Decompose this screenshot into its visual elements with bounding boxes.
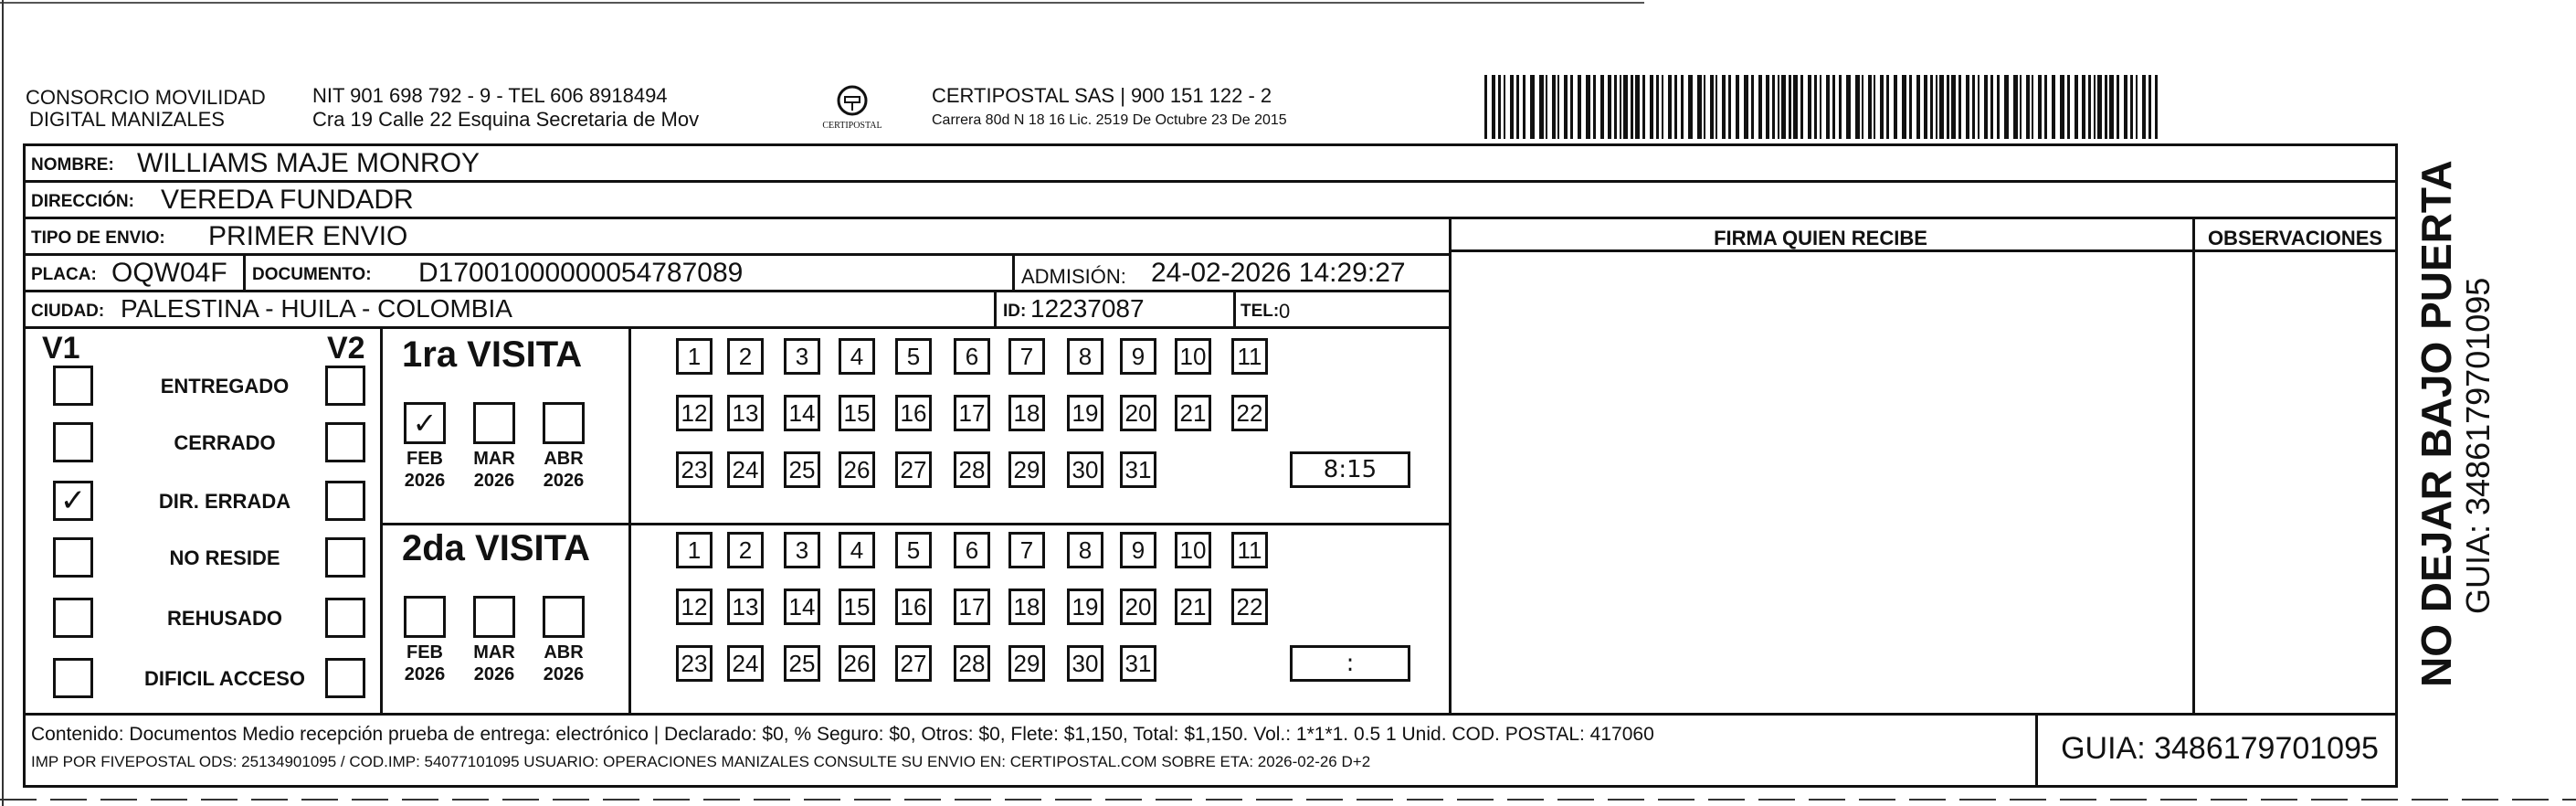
plate-value: OQW04F xyxy=(111,258,227,288)
day-box[interactable]: 26 xyxy=(839,645,875,682)
barcode-bar xyxy=(1736,75,1739,139)
barcode-bar xyxy=(2124,75,2127,139)
top-rule xyxy=(0,2,1644,4)
barcode-bar xyxy=(1766,75,1769,139)
barcode-bar xyxy=(1697,75,1702,139)
barcode-bar xyxy=(1832,75,1835,139)
day-box[interactable]: 14 xyxy=(784,589,820,625)
month-year-label: 2026 xyxy=(404,471,446,491)
id-label: ID: xyxy=(1003,302,1027,321)
day-box[interactable]: 10 xyxy=(1175,532,1211,568)
signature-area[interactable] xyxy=(1452,252,2192,713)
side-guia: GUIA: 3486179701095 xyxy=(2459,277,2497,614)
bottom-edge xyxy=(0,799,2576,801)
barcode xyxy=(1484,75,2170,139)
barcode-bar xyxy=(1758,75,1762,139)
barcode-bar xyxy=(2130,75,2133,139)
day-box[interactable]: 6 xyxy=(954,532,990,568)
name-label: NOMBRE: xyxy=(31,155,114,175)
barcode-bar xyxy=(1728,75,1731,139)
barcode-bar xyxy=(2117,75,2119,139)
barcode-bar xyxy=(1909,75,1912,139)
barcode-bar xyxy=(1916,75,1920,139)
status-label: DIFICIL ACCESO xyxy=(143,667,305,690)
barcode-bar xyxy=(1990,75,1993,139)
barcode-bar xyxy=(1710,75,1714,139)
barcode-bar xyxy=(2013,75,2018,139)
barcode-bar xyxy=(1772,75,1775,139)
barcode-bar xyxy=(1868,75,1872,139)
time-box[interactable]: : xyxy=(1290,645,1410,682)
day-box[interactable]: 4 xyxy=(839,338,875,375)
barcode-bar xyxy=(1593,75,1596,139)
barcode-bar xyxy=(1978,75,1980,139)
month-checkbox[interactable] xyxy=(473,402,515,444)
month-label: MAR xyxy=(473,449,515,469)
barcode-bar xyxy=(1656,75,1659,139)
barcode-bar xyxy=(1936,75,1937,139)
day-box[interactable]: 31 xyxy=(1120,451,1156,488)
barcode-bar xyxy=(1839,75,1842,139)
month-label: ABR xyxy=(544,642,584,663)
day-box[interactable]: 20 xyxy=(1120,395,1156,431)
city-value: PALESTINA - HUILA - COLOMBIA xyxy=(121,294,512,323)
barcode-bar xyxy=(1552,75,1556,139)
day-box[interactable]: 9 xyxy=(1120,532,1156,568)
v2-header: V2 xyxy=(327,331,365,366)
barcode-bar xyxy=(1997,75,2000,139)
barcode-bar xyxy=(1498,75,1501,139)
barcode-bar xyxy=(1642,75,1645,139)
day-box[interactable]: 4 xyxy=(839,532,875,568)
barcode-bar xyxy=(1523,75,1526,139)
tel-label: TEL: xyxy=(1240,302,1280,321)
barcode-bar xyxy=(2105,75,2107,139)
certipostal-logo-icon xyxy=(813,84,892,139)
day-box[interactable]: 23 xyxy=(676,645,713,682)
barcode-bar xyxy=(1650,75,1653,139)
barcode-bar xyxy=(2044,75,2047,139)
v2-checkbox[interactable] xyxy=(325,537,365,578)
barcode-bar xyxy=(1586,75,1590,139)
barcode-bar xyxy=(2142,75,2146,139)
barcode-bar xyxy=(1930,75,1933,139)
barcode-bar xyxy=(2020,75,2022,139)
v1-header: V1 xyxy=(42,331,80,366)
day-box[interactable]: 18 xyxy=(1008,395,1045,431)
barcode-bar xyxy=(1924,75,1927,139)
day-box[interactable]: 27 xyxy=(895,645,932,682)
day-box[interactable]: 6 xyxy=(954,338,990,375)
day-box[interactable]: 5 xyxy=(895,338,932,375)
status-label: ENTREGADO xyxy=(160,375,290,398)
company-nit: NIT 901 698 792 - 9 - TEL 606 8918494 xyxy=(312,84,668,107)
barcode-bar xyxy=(1608,75,1611,139)
barcode-bar xyxy=(2038,75,2042,139)
day-box[interactable]: 18 xyxy=(1008,589,1045,625)
day-box[interactable]: 20 xyxy=(1120,589,1156,625)
day-box[interactable]: 13 xyxy=(727,589,764,625)
day-box[interactable]: 15 xyxy=(839,395,875,431)
barcode-bar xyxy=(1874,75,1875,139)
day-box[interactable]: 11 xyxy=(1231,338,1268,375)
day-box[interactable]: 17 xyxy=(954,395,990,431)
day-box[interactable]: 2 xyxy=(727,338,764,375)
row-document xyxy=(26,256,1449,292)
barcode-bar xyxy=(1902,75,1906,139)
delivery-form xyxy=(23,143,2398,788)
footer-line xyxy=(26,713,2395,716)
barcode-bar xyxy=(1722,75,1726,139)
day-box[interactable]: 1 xyxy=(676,532,713,568)
barcode-bar xyxy=(1492,75,1495,139)
document-label: DOCUMENTO: xyxy=(252,265,372,284)
left-margin-line xyxy=(2,0,4,806)
barcode-bar xyxy=(1614,75,1617,139)
barcode-bar xyxy=(1781,75,1786,139)
day-box[interactable]: 26 xyxy=(839,451,875,488)
barcode-bar xyxy=(1623,75,1628,139)
plate-label: PLACA: xyxy=(31,265,97,284)
barcode-bar xyxy=(1662,75,1663,139)
divider-plate xyxy=(243,256,246,292)
day-box[interactable]: 25 xyxy=(784,451,820,488)
v2-checkbox[interactable] xyxy=(325,598,365,638)
recipient-name: WILLIAMS MAJE MONROY xyxy=(137,148,480,178)
v1-checkbox[interactable] xyxy=(53,422,93,462)
barcode-bar xyxy=(1800,75,1803,139)
barcode-bar xyxy=(1600,75,1604,139)
barcode-bar xyxy=(1516,75,1519,139)
day-box[interactable]: 22 xyxy=(1231,395,1268,431)
barcode-bar xyxy=(1631,75,1633,139)
company-name-line1: CONSORCIO MOVILIDAD xyxy=(26,86,266,109)
day-box[interactable]: 13 xyxy=(727,395,764,431)
v2-checkbox[interactable] xyxy=(325,481,365,521)
day-box[interactable]: 23 xyxy=(676,451,713,488)
day-box[interactable]: 30 xyxy=(1067,645,1103,682)
barcode-bar xyxy=(1681,75,1684,139)
tel-value: 0 xyxy=(1279,300,1291,323)
city-label: CIUDAD: xyxy=(31,302,105,321)
barcode-bar xyxy=(1939,75,1944,139)
month-checkbox[interactable]: ✓ xyxy=(404,402,446,444)
month-year-label: 2026 xyxy=(404,664,446,684)
day-box[interactable]: 17 xyxy=(954,589,990,625)
barcode-bar xyxy=(1530,75,1535,139)
barcode-bar xyxy=(1855,75,1860,139)
month-year-label: 2026 xyxy=(543,471,585,491)
barcode-bar xyxy=(1504,75,1505,139)
barcode-bar xyxy=(2052,75,2055,139)
recipient-address: VEREDA FUNDADR xyxy=(161,185,414,215)
barcode-bar xyxy=(1620,75,1621,139)
footer-content: Contenido: Documentos Medio recepción prueba de entrega: electrónico | Declarado: $0, % Seguro: $0, Otros: $0, Flete: $1,150, Total: $1,150. Vol.: 1*1*1. 0.5 1 Unid. COD. POSTAL: 417060 xyxy=(31,724,1654,745)
day-box[interactable]: 8 xyxy=(1067,338,1103,375)
day-box[interactable]: 11 xyxy=(1231,532,1268,568)
month-year-label: 2026 xyxy=(473,471,515,491)
company-address: Cra 19 Calle 22 Esquina Secretaria de Mov xyxy=(312,108,700,131)
v1-checkbox[interactable] xyxy=(53,598,93,638)
id-value: 12237087 xyxy=(1030,294,1145,323)
day-box[interactable]: 19 xyxy=(1067,589,1103,625)
v2-checkbox[interactable] xyxy=(325,658,365,698)
barcode-bar xyxy=(1951,75,1956,139)
month-label: MAR xyxy=(473,642,515,663)
address-label: DIRECCIÓN: xyxy=(31,192,134,211)
barcode-bar xyxy=(1704,75,1705,139)
month-checkbox[interactable] xyxy=(404,596,446,638)
barcode-bar xyxy=(1484,75,1487,139)
barcode-bar xyxy=(1546,75,1547,139)
day-box[interactable]: 16 xyxy=(895,589,932,625)
day-box[interactable]: 21 xyxy=(1175,395,1211,431)
day-box[interactable]: 19 xyxy=(1067,395,1103,431)
side-warning: NO DEJAR BAJO PUERTA xyxy=(2412,160,2460,687)
day-box[interactable]: 29 xyxy=(1008,451,1045,488)
v1-checkbox[interactable] xyxy=(53,537,93,578)
barcode-bar xyxy=(2094,75,2096,139)
shipment-type: PRIMER ENVIO xyxy=(208,221,408,251)
status-label: REHUSADO xyxy=(167,607,282,630)
barcode-bar xyxy=(2026,75,2030,139)
barcode-bar xyxy=(1972,75,1975,139)
month-label: FEB xyxy=(406,449,443,469)
barcode-bar xyxy=(1808,75,1811,139)
day-box[interactable]: 27 xyxy=(895,451,932,488)
status-label: DIR. ERRADA xyxy=(158,490,291,513)
barcode-bar xyxy=(1984,75,1988,139)
observations-header: OBSERVACIONES xyxy=(2207,227,2383,249)
status-label: CERRADO xyxy=(174,431,276,454)
day-box[interactable]: 8 xyxy=(1067,532,1103,568)
day-box[interactable]: 22 xyxy=(1231,589,1268,625)
barcode-bar xyxy=(2088,75,2091,139)
barcode-bar xyxy=(2155,75,2158,139)
divider-footer-guia xyxy=(2035,713,2038,785)
barcode-bar xyxy=(2097,75,2102,139)
v2-checkbox[interactable] xyxy=(325,422,365,462)
v1-checkbox[interactable]: ✓ xyxy=(53,481,93,521)
footer-guia: GUIA: 3486179701095 xyxy=(2061,731,2379,766)
barcode-bar xyxy=(1688,75,1693,139)
day-box[interactable]: 1 xyxy=(676,338,713,375)
day-box[interactable]: 30 xyxy=(1067,451,1103,488)
month-checkbox[interactable] xyxy=(543,596,585,638)
observations-area[interactable] xyxy=(2195,252,2395,713)
day-box[interactable]: 14 xyxy=(784,395,820,431)
day-box[interactable]: 25 xyxy=(784,645,820,682)
barcode-bar xyxy=(1635,75,1640,139)
divider-status xyxy=(380,329,383,713)
barcode-bar xyxy=(1564,75,1568,139)
divider-tel xyxy=(1233,292,1236,329)
barcode-bar xyxy=(1744,75,1748,139)
footer-print-info: IMP POR FIVEPOSTAL ODS: 25134901095 / COD.IMP: 54077101095 USUARIO: OPERACIONES MANIZALES CONSULTE SU ENVIO EN: CERTIPOSTAL.COM SOBRE ETA: 2026-02-26 D+2 xyxy=(31,753,1371,770)
barcode-bar xyxy=(1846,75,1851,139)
v2-checkbox[interactable] xyxy=(325,366,365,406)
barcode-bar xyxy=(2032,75,2033,139)
visit-title: 2da VISITA xyxy=(402,528,590,568)
divider-months xyxy=(628,329,631,713)
barcode-bar xyxy=(1886,75,1889,139)
barcode-bar xyxy=(2075,75,2078,139)
status-label: NO RESIDE xyxy=(169,546,280,569)
visit-title: 1ra VISITA xyxy=(402,334,583,375)
day-box[interactable]: 9 xyxy=(1120,338,1156,375)
signature-header: FIRMA QUIEN RECIBE xyxy=(1714,227,1927,249)
document-value: D17001000000054787089 xyxy=(418,258,744,288)
carrier-license: Carrera 80d N 18 16 Lic. 2519 De Octubre 23 De 2015 xyxy=(932,112,1287,128)
certipostal-logo xyxy=(813,84,892,139)
barcode-bar xyxy=(1751,75,1754,139)
barcode-bar xyxy=(1958,75,1961,139)
barcode-bar xyxy=(2067,75,2070,139)
day-box[interactable]: 3 xyxy=(784,532,820,568)
day-box[interactable]: 16 xyxy=(895,395,932,431)
barcode-bar xyxy=(2082,75,2085,139)
month-checkbox[interactable] xyxy=(543,402,585,444)
v1-checkbox[interactable] xyxy=(53,366,93,406)
day-box[interactable]: 21 xyxy=(1175,589,1211,625)
day-box[interactable]: 7 xyxy=(1008,532,1045,568)
day-box[interactable]: 31 xyxy=(1120,645,1156,682)
barcode-bar xyxy=(1668,75,1672,139)
day-box[interactable]: 2 xyxy=(727,532,764,568)
barcode-bar xyxy=(1966,75,1969,139)
company-name-line2: DIGITAL MANIZALES xyxy=(29,108,225,131)
day-box[interactable]: 5 xyxy=(895,532,932,568)
time-box[interactable]: 8:15 xyxy=(1290,451,1410,488)
barcode-bar xyxy=(1570,75,1573,139)
month-label: FEB xyxy=(406,642,443,663)
divider-visits xyxy=(380,523,1449,525)
month-label: ABR xyxy=(544,449,584,469)
barcode-bar xyxy=(1793,75,1798,139)
barcode-bar xyxy=(1578,75,1581,139)
day-box[interactable]: 7 xyxy=(1008,338,1045,375)
barcode-bar xyxy=(2109,75,2114,139)
day-box[interactable]: 29 xyxy=(1008,645,1045,682)
barcode-bar xyxy=(1862,75,1863,139)
day-box[interactable]: 15 xyxy=(839,589,875,625)
month-year-label: 2026 xyxy=(473,664,515,684)
barcode-bar xyxy=(1557,75,1559,139)
barcode-bar xyxy=(1539,75,1544,139)
barcode-bar xyxy=(1814,75,1817,139)
barcode-bar xyxy=(1894,75,1897,139)
barcode-bar xyxy=(2148,75,2151,139)
divider-id xyxy=(994,292,997,329)
row-address xyxy=(26,183,2395,219)
day-box[interactable]: 28 xyxy=(954,451,990,488)
barcode-bar xyxy=(1510,75,1514,139)
shipment-type-label: TIPO DE ENVIO: xyxy=(31,228,165,248)
admission-value: 24-02-2026 14:29:27 xyxy=(1151,258,1406,288)
divider-admission xyxy=(1012,256,1015,292)
barcode-bar xyxy=(1716,75,1717,139)
day-box[interactable]: 28 xyxy=(954,645,990,682)
logo-wordmark: CERTIPOSTAL xyxy=(822,121,882,131)
day-box[interactable]: 3 xyxy=(784,338,820,375)
day-box[interactable]: 12 xyxy=(676,395,713,431)
barcode-bar xyxy=(2060,75,2064,139)
barcode-bar xyxy=(1820,75,1821,139)
carrier-name: CERTIPOSTAL SAS | 900 151 122 - 2 xyxy=(932,84,1272,107)
barcode-bar xyxy=(2136,75,2138,139)
admission-label: ADMISIÓN: xyxy=(1021,265,1126,288)
barcode-bar xyxy=(1947,75,1949,139)
v1-checkbox[interactable] xyxy=(53,658,93,698)
day-box[interactable]: 10 xyxy=(1175,338,1211,375)
barcode-bar xyxy=(1826,75,1830,139)
row-shipment-type xyxy=(26,219,1449,256)
barcode-bar xyxy=(1778,75,1779,139)
month-year-label: 2026 xyxy=(543,664,585,684)
row-name xyxy=(26,146,2395,183)
day-box[interactable]: 12 xyxy=(676,589,713,625)
barcode-bar xyxy=(1789,75,1791,139)
barcode-bar xyxy=(1880,75,1884,139)
month-checkbox[interactable] xyxy=(473,596,515,638)
barcode-bar xyxy=(2004,75,2009,139)
barcode-bar xyxy=(1674,75,1677,139)
day-box[interactable]: 24 xyxy=(727,645,764,682)
day-box[interactable]: 24 xyxy=(727,451,764,488)
